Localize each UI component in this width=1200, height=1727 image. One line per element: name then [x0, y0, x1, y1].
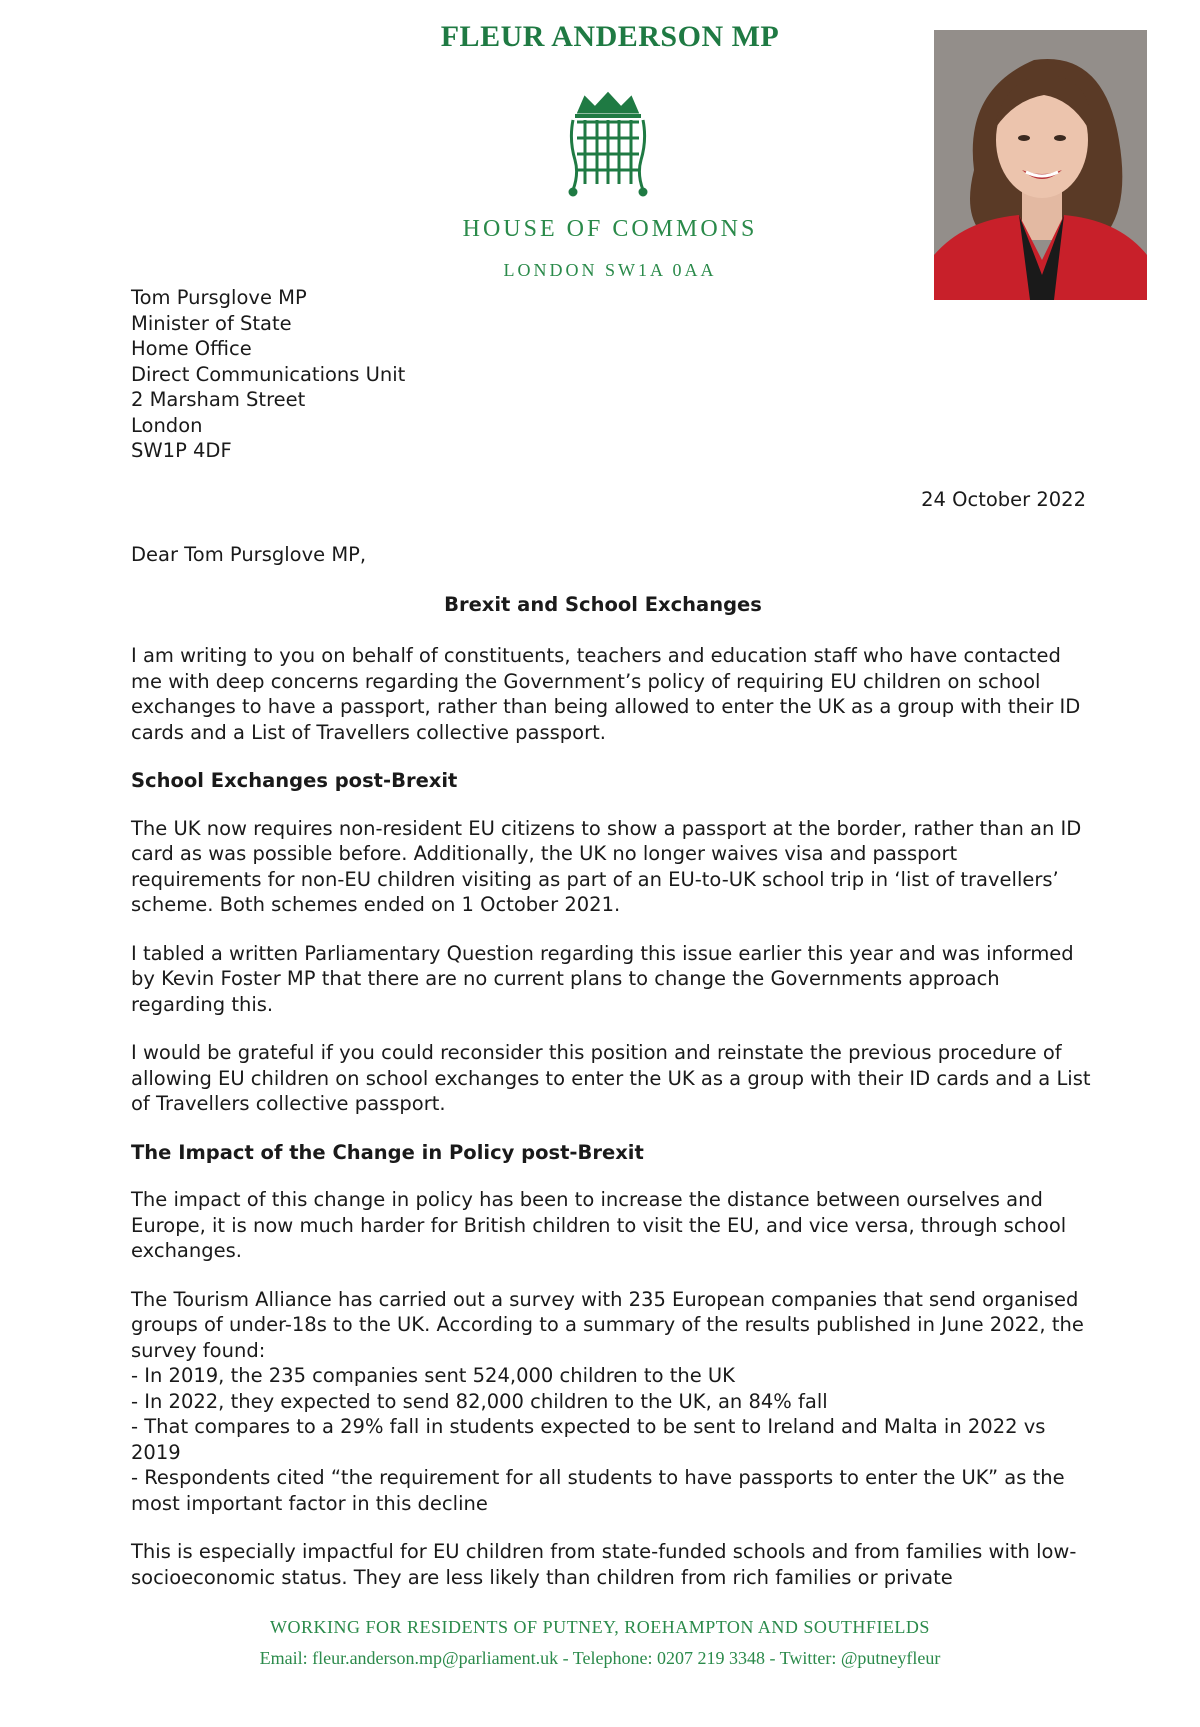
- list-item: - Respondents cited “the requirement for all students to have passports to enter the UK” as the most important factor in this decline: [131, 1466, 1065, 1515]
- recipient-line: Minister of State: [131, 311, 292, 335]
- recipient-line: 2 Marsham Street: [131, 388, 306, 411]
- section-heading: The Impact of the Change in Policy post-Brexit: [131, 1140, 644, 1164]
- body-paragraph: I would be grateful if you could reconsider this position and reinstate the previous procedure of allowing EU children on school exchanges to enter the UK as a group with their ID cards and a List of Travellers collective passport.: [131, 1041, 1091, 1115]
- portrait-photo: [934, 30, 1147, 300]
- recipient-line: London: [131, 413, 203, 437]
- recipient-line: Direct Communications Unit: [131, 362, 406, 386]
- list-item: - That compares to a 29% fall in students expected to be sent to Ireland and Malta in 2022 vs 2019: [131, 1415, 1046, 1464]
- body-paragraph: This is especially impactful for EU children from state-funded schools and from families with low-socioeconomic status. They are less likely than children from rich families or private: [131, 1540, 1077, 1589]
- recipient-line: SW1P 4DF: [131, 439, 232, 462]
- body-paragraph: The Tourism Alliance has carried out a survey with 235 European companies that send organised groups of under-18s to the UK. According to a summary of the results published in June 2022, the survey found:: [131, 1287, 1084, 1362]
- body-paragraph: I tabled a written Parliamentary Question regarding this issue earlier this year and was informed by Kevin Foster MP that there are no current plans to change the Governments approach regarding this.: [131, 941, 1074, 1016]
- recipient-line: Home Office: [131, 337, 252, 360]
- body-paragraph: The UK now requires non-resident EU citizens to show a passport at the border, rather than an ID card as was possible before. Additionally, the UK no longer waives visa and passport requirements for non-EU children visiting as part of an EU-to-UK school trip in ‘list of travellers’ scheme. Both schemes ended on 1 October 2021.: [131, 816, 1082, 916]
- recipient-line: Tom Pursglove MP: [131, 286, 307, 309]
- list-item: - In 2022, they expected to send 82,000 children to the UK, an 84% fall: [131, 1389, 828, 1413]
- letterhead-address: LONDON SW1A 0AA: [503, 260, 717, 280]
- recipient-address: [131, 285, 405, 464]
- footer-constituency: WORKING FOR RESIDENTS OF PUTNEY, ROEHAMPTON AND SOUTHFIELDS: [270, 1617, 930, 1637]
- list-item: - In 2019, the 235 companies sent 524,000 children to the UK: [131, 1364, 735, 1387]
- letter-date: 24 October 2022: [921, 488, 1086, 511]
- portcullis-icon: [565, 90, 651, 200]
- section-heading: School Exchanges post-Brexit: [131, 769, 458, 792]
- findings-list: [131, 1363, 1091, 1516]
- letter-body: [131, 643, 1091, 1613]
- letter-subject: Brexit and School Exchanges: [444, 593, 762, 616]
- salutation: Dear Tom Pursglove MP,: [131, 543, 367, 566]
- footer-contact: Email: fleur.anderson.mp@parliament.uk - Telephone: 0207 219 3348 - Twitter: @putneyfleur: [259, 1648, 941, 1668]
- letterhead-mp-name: FLEUR ANDERSON MP: [440, 20, 780, 53]
- intro-paragraph: I am writing to you on behalf of constituents, teachers and education staff who have contacted me with deep concerns regarding the Government’s policy of requiring EU children on school exchanges to have a passport, rather than being allowed to enter the UK as a group with their ID cards and a List of Travellers collective passport.: [131, 644, 1081, 744]
- body-paragraph: The impact of this change in policy has been to increase the distance between ourselves and Europe, it is now much harder for British children to visit the EU, and vice versa, through school exchanges.: [131, 1188, 1067, 1262]
- letterhead-house: HOUSE OF COMMONS: [462, 216, 758, 242]
